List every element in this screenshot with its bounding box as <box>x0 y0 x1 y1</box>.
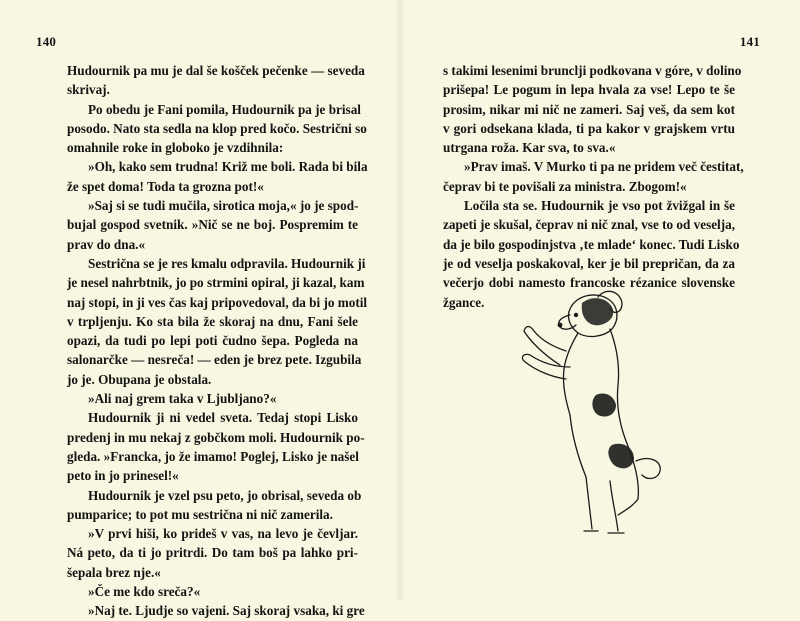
left-page-text-line: jo je. Obupana je obstala. <box>67 371 212 387</box>
left-page-text-line: peto in jo prinesel!« <box>67 468 179 484</box>
left-page-number: 140 <box>36 34 57 49</box>
left-page-text-line: omahnile roke in globoko je vzdihnila: <box>67 140 284 156</box>
right-page-text-line: čeprav bi te povišali za ministra. Zbogom!« <box>443 178 687 194</box>
right-page-text <box>443 61 744 312</box>
dog-nose <box>558 323 563 328</box>
dog-head-patch <box>582 298 614 325</box>
right-page-text-line: v gori odsekana klada, ti pa kakor v grajskem vrtu <box>443 120 735 136</box>
dog-eye <box>574 313 578 317</box>
right-page-text-line: večerjo dobi namesto francoske rézanice slovenske <box>443 275 735 291</box>
left-page-text-line: Hudournik ji ni vedel sveta. Tedaj stopi Lisko <box>88 410 358 426</box>
left-page-text-line: šepala brez nje.« <box>67 564 161 580</box>
dog-back-patch <box>592 393 616 416</box>
left-page-text-line: salonarčke — nesreča! — eden je brez pete. Izgubila <box>67 352 362 368</box>
left-page-text-line: Sestrična se je res kmalu odpravila. Hudournik ji <box>88 255 366 271</box>
left-page-text-line: predenj in mu nekaj z gobčkom moli. Hudournik po- <box>67 429 365 445</box>
left-page-text-line: Po obedu je Fani pomila, Hudournik pa je brisal <box>88 101 361 117</box>
left-page-text-line: »Naj te. Ljudje so vajeni. Saj skoraj vsaka, ki gre <box>88 603 365 619</box>
right-page-text-line: je od veselja poskakoval, ker je bil prepričan, da za <box>443 255 735 271</box>
book-gutter <box>396 0 404 600</box>
right-page-text-line: zapeti je skušal, čeprav ni nič znal, vse to od veselja, <box>443 217 735 233</box>
right-page-text-line: Ločila sta se. Hudournik je vso pot žvižgal in še <box>464 198 735 214</box>
right-page-text-line: prosim, nikar mi nič ne zameri. Saj veš, da sem kot <box>443 101 735 117</box>
left-page-text-line: »Če me kdo sreča?« <box>88 584 201 600</box>
dog-hip-patch <box>608 444 634 469</box>
right-page-text-line: »Prav imaš. V Murko ti pa ne pridem več čestitat, <box>464 159 744 175</box>
dog-front-leg-left <box>524 327 566 366</box>
right-page-text-line: prišepa! Le pogum in lepa hvala za vse! Lepo te še <box>443 82 735 98</box>
left-page-text-line: v trpljenju. Ko sta bila že skoraj na dnu, Fani šele <box>67 313 358 329</box>
right-page-number: 141 <box>739 34 760 49</box>
left-page-text-line: naj stopi, in ji ves čas kaj pripovedoval, da bi jo motil <box>67 294 368 310</box>
left-page-text-line: gleda. »Francka, jo že imamo! Poglej, Lisko je našel <box>67 448 359 464</box>
left-page-text-line: opazi, da tudi po lepi poti čudno šepa. Pogleda na <box>67 333 358 349</box>
left-page-text-line: »Oh, kako sem trudna! Križ me boli. Rada bi bila <box>88 159 368 175</box>
left-page-text-line: skrivaj. <box>67 82 110 98</box>
dog-illustration <box>500 285 670 537</box>
dog-hind-leg-left <box>586 477 592 529</box>
right-page-text-line: s takimi lesenimi brunclji podkovana v góre, v dolino <box>443 63 742 78</box>
left-page-text-line: prav do dna.« <box>67 236 146 252</box>
right-page-text-line: da je bilo gospodinjstva ‚te mlade‘ konec. Tudi Lisko <box>443 236 740 252</box>
left-page-text-line: že spet doma! Toda ta grozna pot!« <box>67 178 264 194</box>
left-page-text-line: bujal gospod svetnik. »Nič se ne boj. Pospremim te <box>67 217 358 233</box>
left-page-text-line: je nesel nahrbtnik, jo po strmini opiral, ji kazal, kam <box>67 275 365 291</box>
dog-hind-leg-right <box>610 481 618 531</box>
left-page-text-line: »V prvi hiši, ko prideš v vas, na levo je čevljar. <box>88 526 358 542</box>
left-page-text-line: Hudournik pa mu je dal še košček pečenke — seveda <box>67 63 365 78</box>
dog-front-leg-right <box>522 354 570 379</box>
left-page-text-line: pumparice; to pot mu sestrična ni nič zamerila. <box>67 506 333 522</box>
left-page-text-line: Hudournik je vzel psu peto, jo obrisal, seveda ob <box>88 487 362 503</box>
right-page-text-line: žgance. <box>443 294 485 310</box>
dog-tail <box>636 459 660 479</box>
left-page-text-line: posodo. Nato sta sedla na klop pred kočo. Sestrični so <box>67 120 367 136</box>
left-page-text-line: Ná peto, da ti jo pritrdi. Do tam boš pa lahko pri- <box>67 545 358 561</box>
left-page-text-line: »Saj si se tudi mučila, sirotica moja,« jo je spod- <box>88 198 359 214</box>
left-page-text-line: »Ali naj grem taka v Ljubljano?« <box>88 391 277 407</box>
left-page-text <box>67 61 368 621</box>
right-page-text-line: utrgana roža. Kar sva, to sva.« <box>443 140 616 156</box>
